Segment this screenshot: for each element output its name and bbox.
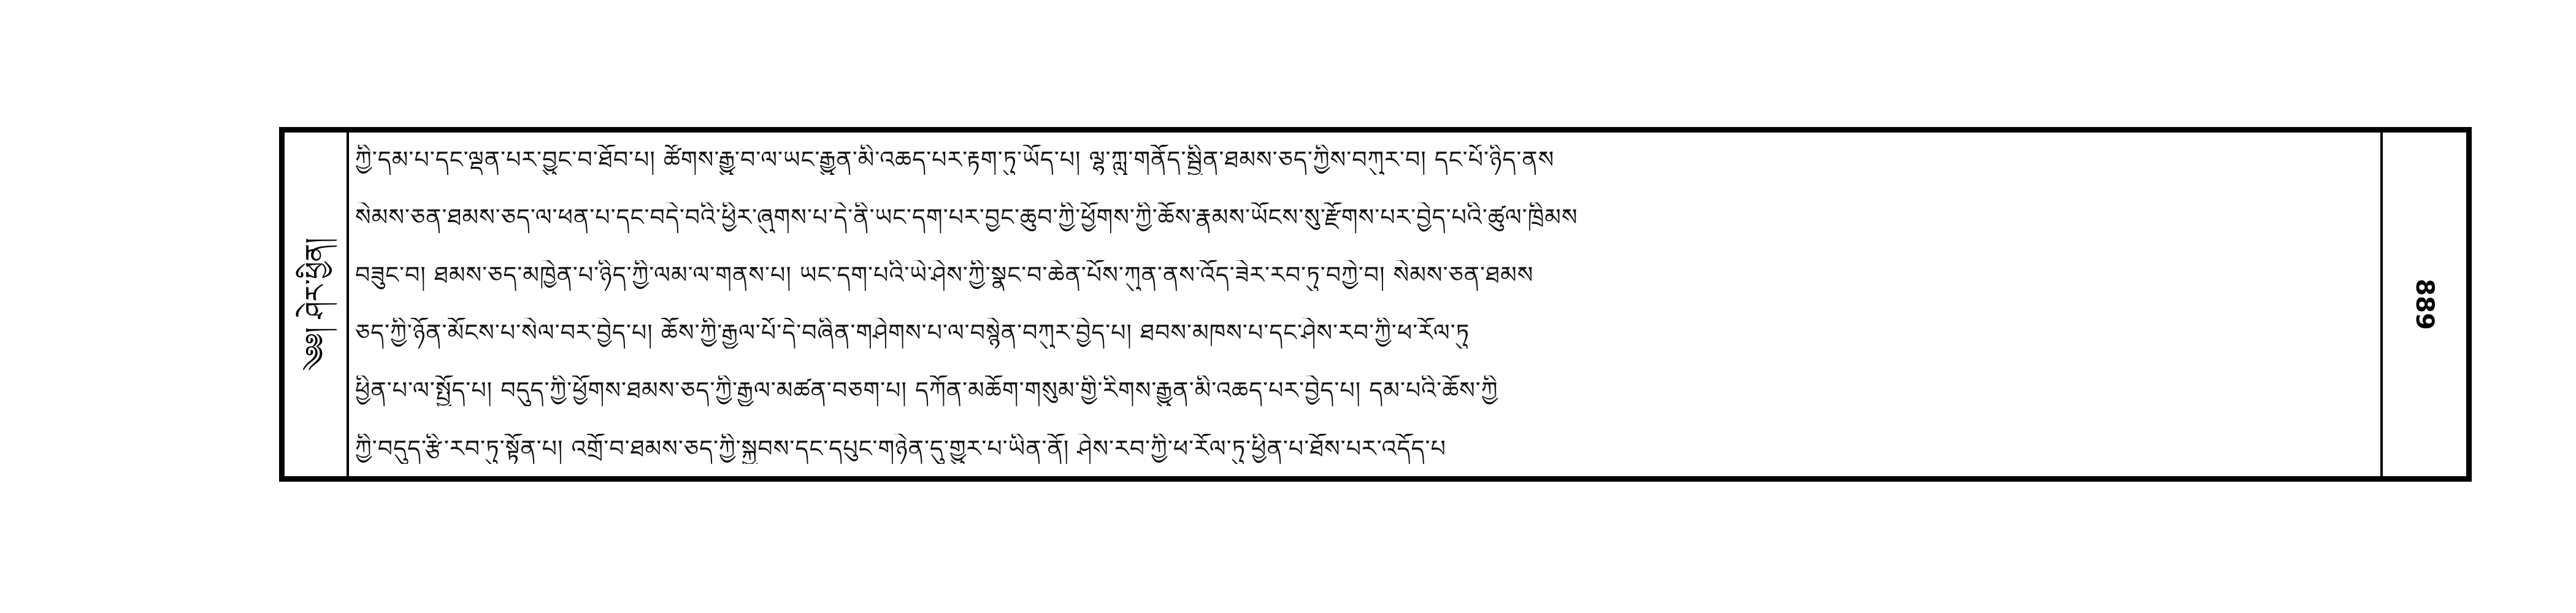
text-line-3: བཟུང་བ། ཐམས་ཅད་མཁྱེན་པ་ཉིད་ཀྱི་ལམ་ལ་གནས་པ། ཡང་དག་པའི་ཡེ་ཤེས་ཀྱི་སྣང་བ་ཆེན་པོས་ཀུན་ནས་འོད་ཟེར་རབ་ཏུ་བཀྱེ་བ། སེམས་ཅན་ཐམས [355,261,1534,289]
text-block [355,145,2374,464]
text-line-1: ཀྱི་དམ་པ་དང་ལྡན་པར་བྱུང་བ་ཐོབ་པ། ཚོགས་རྒྱུ་བ་ལ་ཡང་རྒྱུན་མི་འཆད་པར་རྟག་ཏུ་ཡོད་པ། ལྷ་ཀླུ་གནོད་སྦྱིན་ཐམས་ཅད་ཀྱིས་བཀུར་བ། དང་པོ་ཉིད་ནས [355,146,1555,173]
folio-frame [279,127,2472,482]
text-line-5: ཕྱིན་པ་ལ་སྤྱོད་པ། བདུད་ཀྱི་ཕྱོགས་ཐམས་ཅད་ཀྱི་རྒྱལ་མཚན་བཅག་པ། དཀོན་མཆོག་གསུམ་གྱི་རིགས་རྒྱུན་མི་འཆད་པར་བྱེད་པ། དམ་པའི་ཆོས་ཀྱི [355,377,1498,404]
margin-title: ༄༅། ཤེར་ཕྱིན། [299,237,331,371]
left-margin [285,133,349,476]
right-margin [2380,133,2466,476]
text-line-6: ཀྱི་བདུད་རྩི་རབ་ཏུ་སྟོན་པ། འགྲོ་བ་ཐམས་ཅད་ཀྱི་སྐྱབས་དང་དཔུང་གཉེན་དུ་གྱུར་པ་ཡིན་ནོ། ཤེས་རབ་ཀྱི་ཕ་རོལ་ཏུ་ཕྱིན་པ་ཐོས་པར་འདོད་པ [355,434,1446,462]
text-line-4: ཅད་ཀྱི་ཉོན་མོངས་པ་སེལ་བར་བྱེད་པ། ཆོས་ཀྱི་རྒྱལ་པོ་དེ་བཞིན་གཤེགས་པ་ལ་བསྙེན་བཀུར་བྱེད་པ། ཐབས་མཁས་པ་དང་ཤེས་རབ་ཀྱི་ཕ་རོལ་ཏུ [355,319,1470,347]
text-line-2: སེམས་ཅན་ཐམས་ཅད་ལ་ཕན་པ་དང་བདེ་བའི་ཕྱིར་ཞུགས་པ་དེ་ནི་ཡང་དག་པར་བྱང་ཆུབ་ཀྱི་ཕྱོགས་ཀྱི་ཆོས་རྣམས་ཡོངས་སུ་རྫོགས་པར་བྱེད་པའི་ཚུལ་ཁྲིམས [355,204,1578,231]
page-number: 889 [2410,279,2439,330]
